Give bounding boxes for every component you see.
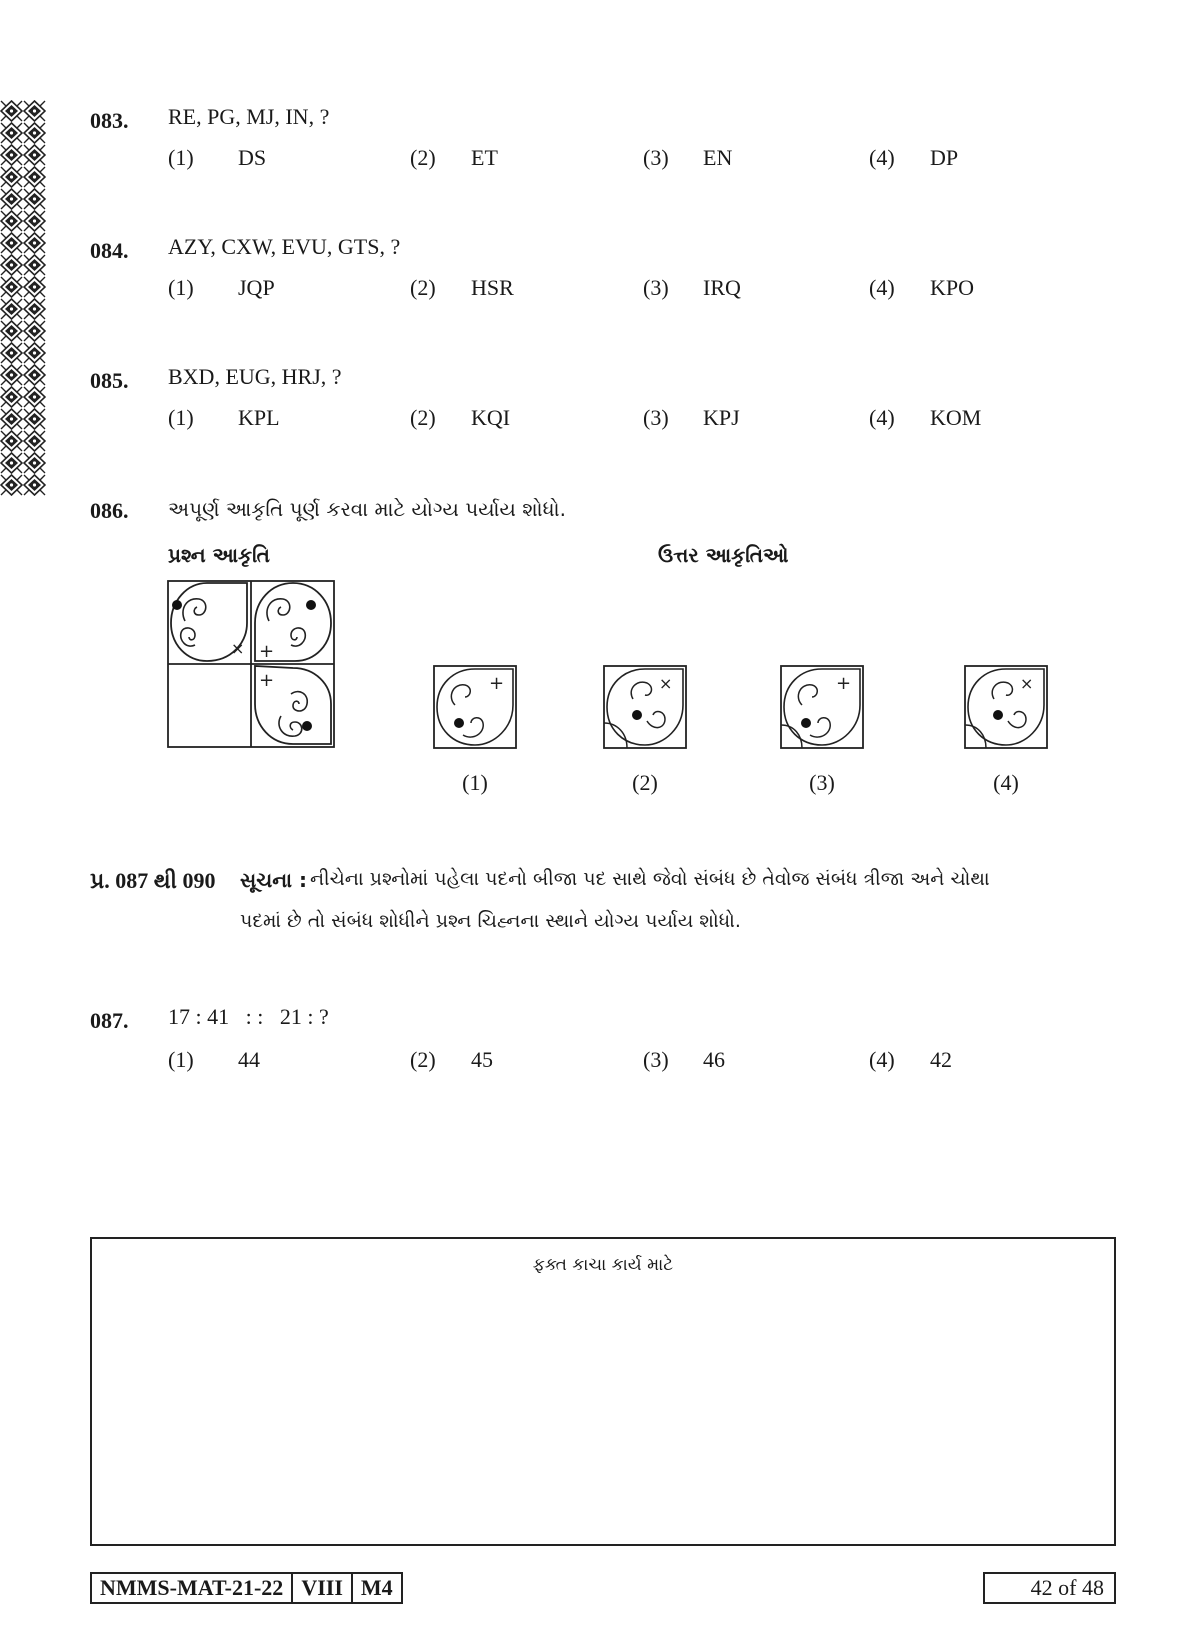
answer-figure-key: (3) [809,770,835,795]
option-key: (2) [410,1047,436,1072]
option-key: (3) [643,405,669,430]
answer-figure-2 [603,665,687,749]
option-key: (2) [410,275,436,300]
svg-text:+: + [836,673,852,694]
instruction-line-2: પદમાં છે તો સંબંધ શોધીને પ્રશ્ન ચિહ્નના સ્થાને યોગ્ય પર્યાય શોધો. [240,910,741,932]
question-number: 083. [90,108,129,133]
option-value: IRQ [703,275,741,300]
rough-work-label: ફક્ત કાચા કાર્ય માટે [532,1255,674,1275]
option-value: HSR [471,275,514,300]
answer-figure-key: (4) [993,770,1019,795]
option-value: 42 [930,1047,952,1072]
option-key: (3) [643,275,669,300]
option-value: KPL [238,405,280,430]
option-value: 46 [703,1047,725,1072]
class-code: VIII [291,1574,351,1602]
option-key: (4) [869,1047,895,1072]
svg-text:+: + [259,641,275,662]
answer-figure-4 [964,665,1048,749]
question-text: અપૂર્ણ આકૃતિ પૂર્ણ કરવા માટે યોગ્ય પર્યાય શોધો. [168,497,567,521]
question-text: BXD, EUG, HRJ, ? [168,364,342,389]
option-value: EN [703,145,733,170]
option-key: (1) [168,275,194,300]
option-value: KPJ [703,405,740,430]
question-text: AZY, CXW, EVU, GTS, ? [168,234,401,259]
set-code: M4 [351,1574,401,1602]
option-value: DS [238,145,267,170]
answer-figures-label: ઉત્તર આકૃતિઓ [658,543,789,567]
option-key: (1) [168,1047,194,1072]
option-value: JQP [238,275,275,300]
answer-figure-key: (2) [632,770,658,795]
question-text: 17 : 41 : : 21 : ? [168,1004,329,1029]
question-number: 084. [90,238,129,263]
page-number: 42 of 48 [983,1572,1116,1604]
decorative-border-ornament [0,100,46,496]
answer-figure-1 [433,665,517,749]
question-figure [167,580,335,748]
instruction-range: પ્ર. 087 થી 090 [90,868,216,893]
question-number: 086. [90,498,129,523]
rough-work-box [90,1237,1116,1546]
option-key: (1) [168,145,194,170]
option-key: (3) [643,1047,669,1072]
option-key: (1) [168,405,194,430]
question-figure-label: પ્રશ્ન આકૃતિ [168,543,270,567]
svg-text:×: × [659,674,673,693]
question-number: 085. [90,368,129,393]
instruction-heading: સૂચના : [240,868,307,892]
answer-figure-3 [780,665,864,749]
option-value: DP [930,145,959,170]
question-text: RE, PG, MJ, IN, ? [168,104,330,129]
option-value: ET [471,145,498,170]
svg-text:+: + [489,673,505,694]
option-key: (4) [869,145,895,170]
option-value: KOM [930,405,982,430]
option-value: KPO [930,275,975,300]
option-key: (2) [410,405,436,430]
paper-code: NMMS-MAT-21-22 [100,1575,284,1600]
paper-code-box [90,1572,403,1604]
option-key: (4) [869,405,895,430]
instruction-line-1: નીચેના પ્રશ્નોમાં પહેલા પદનો બીજા પદ સાથે જેવો સંબંધ છે તેવોજ સંબંધ ત્રીજા અને ચોથા [310,868,990,890]
option-value: 44 [238,1047,260,1072]
option-key: (4) [869,275,895,300]
answer-figure-key: (1) [462,770,488,795]
option-value: KQI [471,405,511,430]
svg-text:×: × [231,639,245,658]
option-value: 45 [471,1047,493,1072]
question-number: 087. [90,1008,129,1033]
svg-text:+: + [259,670,275,691]
svg-text:×: × [1020,674,1034,693]
option-key: (3) [643,145,669,170]
option-key: (2) [410,145,436,170]
